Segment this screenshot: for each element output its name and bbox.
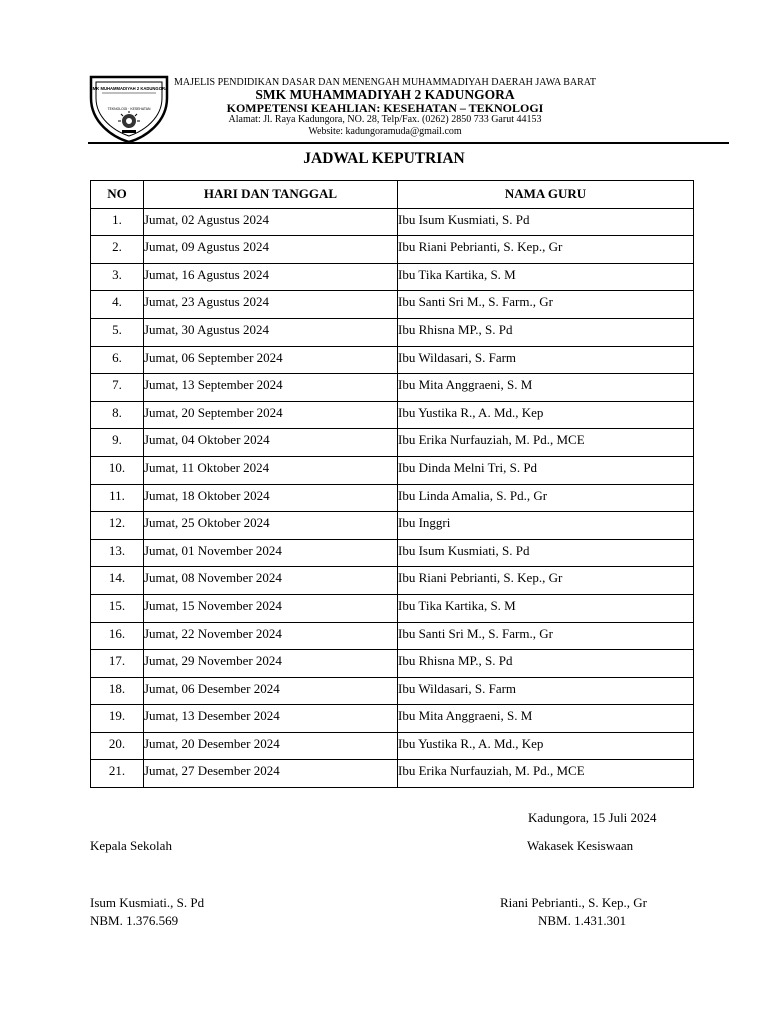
letterhead-address: Alamat: Jl. Raya Kadungora, NO. 28, Telp/Fax. (0262) 2850 733 Garut 44153 <box>228 114 542 125</box>
row-number: 2. <box>91 236 144 264</box>
row-teacher: Ibu Santi Sri M., S. Farm., Gr <box>398 622 694 650</box>
row-date: Jumat, 20 Desember 2024 <box>144 732 398 760</box>
row-teacher: Ibu Dinda Melni Tri, S. Pd <box>398 456 694 484</box>
principal-title: Kepala Sekolah <box>90 838 172 853</box>
row-number: 13. <box>91 539 144 567</box>
row-number: 12. <box>91 512 144 540</box>
row-date: Jumat, 13 Desember 2024 <box>144 705 398 733</box>
row-date: Jumat, 11 Oktober 2024 <box>144 456 398 484</box>
row-date: Jumat, 20 September 2024 <box>144 401 398 429</box>
row-teacher: Ibu Wildasari, S. Farm <box>398 346 694 374</box>
row-teacher: Ibu Rhisna MP., S. Pd <box>398 318 694 346</box>
vice-principal-nbm: NBM. 1.431.301 <box>538 913 627 928</box>
header-date: HARI DAN TANGGAL <box>144 181 398 209</box>
row-number: 21. <box>91 760 144 788</box>
row-date: Jumat, 30 Agustus 2024 <box>144 318 398 346</box>
table-row <box>91 346 694 374</box>
vice-principal-title: Wakasek Kesiswaan <box>527 838 634 853</box>
table-row <box>91 291 694 319</box>
place-date: Kadungora, 15 Juli 2024 <box>528 810 657 825</box>
principal-nbm: NBM. 1.376.569 <box>90 913 179 928</box>
row-number: 5. <box>91 318 144 346</box>
school-logo <box>88 74 170 144</box>
row-number: 10. <box>91 456 144 484</box>
table-row <box>91 263 694 291</box>
schedule-table <box>90 180 694 788</box>
header-teacher: NAMA GURU <box>398 181 694 209</box>
row-date: Jumat, 27 Desember 2024 <box>144 760 398 788</box>
row-number: 17. <box>91 650 144 678</box>
row-date: Jumat, 16 Agustus 2024 <box>144 263 398 291</box>
table-row <box>91 374 694 402</box>
table-row <box>91 677 694 705</box>
row-teacher: Ibu Erika Nurfauziah, M. Pd., MCE <box>398 429 694 457</box>
row-teacher: Ibu Wildasari, S. Farm <box>398 677 694 705</box>
row-date: Jumat, 02 Agustus 2024 <box>144 208 398 236</box>
row-date: Jumat, 09 Agustus 2024 <box>144 236 398 264</box>
table-row <box>91 236 694 264</box>
table-row <box>91 650 694 678</box>
row-number: 7. <box>91 374 144 402</box>
row-teacher: Ibu Yustika R., A. Md., Kep <box>398 401 694 429</box>
table-row <box>91 622 694 650</box>
letterhead-organization: MAJELIS PENDIDIKAN DASAR DAN MENENGAH MUHAMMADIYAH DAERAH JAWA BARAT <box>174 77 596 88</box>
row-number: 11. <box>91 484 144 512</box>
row-number: 14. <box>91 567 144 595</box>
row-number: 19. <box>91 705 144 733</box>
table-row <box>91 484 694 512</box>
letterhead-website: Website: kadungoramuda@gmail.com <box>308 126 462 137</box>
table-row <box>91 401 694 429</box>
row-number: 4. <box>91 291 144 319</box>
table-row <box>91 594 694 622</box>
row-date: Jumat, 13 September 2024 <box>144 374 398 402</box>
table-row <box>91 429 694 457</box>
row-number: 16. <box>91 622 144 650</box>
row-date: Jumat, 29 November 2024 <box>144 650 398 678</box>
letterhead-school-name: SMK MUHAMMADIYAH 2 KADUNGORA <box>255 87 515 102</box>
logo-bottom-text: TEKNOLOGI · KESEHATAN <box>107 107 151 111</box>
row-date: Jumat, 15 November 2024 <box>144 594 398 622</box>
row-teacher: Ibu Mita Anggraeni, S. M <box>398 705 694 733</box>
principal-name: Isum Kusmiati., S. Pd <box>90 895 205 910</box>
row-date: Jumat, 06 Desember 2024 <box>144 677 398 705</box>
table-row <box>91 567 694 595</box>
row-number: 9. <box>91 429 144 457</box>
row-date: Jumat, 22 November 2024 <box>144 622 398 650</box>
row-number: 3. <box>91 263 144 291</box>
row-teacher: Ibu Riani Pebrianti, S. Kep., Gr <box>398 236 694 264</box>
row-number: 1. <box>91 208 144 236</box>
row-date: Jumat, 18 Oktober 2024 <box>144 484 398 512</box>
row-date: Jumat, 01 November 2024 <box>144 539 398 567</box>
row-number: 15. <box>91 594 144 622</box>
letterhead-competency: KOMPETENSI KEAHLIAN: KESEHATAN – TEKNOLOGI <box>226 101 544 115</box>
row-date: Jumat, 06 September 2024 <box>144 346 398 374</box>
table-row <box>91 732 694 760</box>
table-body <box>91 208 694 787</box>
row-number: 18. <box>91 677 144 705</box>
row-teacher: Ibu Inggri <box>398 512 694 540</box>
row-teacher: Ibu Yustika R., A. Md., Kep <box>398 732 694 760</box>
row-number: 20. <box>91 732 144 760</box>
row-number: 8. <box>91 401 144 429</box>
table-row <box>91 318 694 346</box>
vice-principal-name: Riani Pebrianti., S. Kep., Gr <box>500 895 647 910</box>
letterhead-divider <box>88 142 729 144</box>
logo-top-text: SMK MUHAMMADIYAH 2 KADUNGORA <box>89 86 169 91</box>
row-teacher: Ibu Tika Kartika, S. M <box>398 594 694 622</box>
row-teacher: Ibu Tika Kartika, S. M <box>398 263 694 291</box>
row-teacher: Ibu Isum Kusmiati, S. Pd <box>398 208 694 236</box>
row-teacher: Ibu Erika Nurfauziah, M. Pd., MCE <box>398 760 694 788</box>
row-teacher: Ibu Mita Anggraeni, S. M <box>398 374 694 402</box>
row-date: Jumat, 25 Oktober 2024 <box>144 512 398 540</box>
row-teacher: Ibu Riani Pebrianti, S. Kep., Gr <box>398 567 694 595</box>
header-no: NO <box>91 181 144 209</box>
table-header-row <box>91 181 694 209</box>
table-row <box>91 539 694 567</box>
table-row <box>91 208 694 236</box>
table-row <box>91 512 694 540</box>
row-teacher: Ibu Isum Kusmiati, S. Pd <box>398 539 694 567</box>
row-date: Jumat, 23 Agustus 2024 <box>144 291 398 319</box>
row-teacher: Ibu Rhisna MP., S. Pd <box>398 650 694 678</box>
table-row <box>91 760 694 788</box>
row-date: Jumat, 08 November 2024 <box>144 567 398 595</box>
row-teacher: Ibu Linda Amalia, S. Pd., Gr <box>398 484 694 512</box>
row-teacher: Ibu Santi Sri M., S. Farm., Gr <box>398 291 694 319</box>
row-number: 6. <box>91 346 144 374</box>
table-row <box>91 705 694 733</box>
table-row <box>91 456 694 484</box>
row-date: Jumat, 04 Oktober 2024 <box>144 429 398 457</box>
document-title: JADWAL KEPUTRIAN <box>303 150 465 167</box>
